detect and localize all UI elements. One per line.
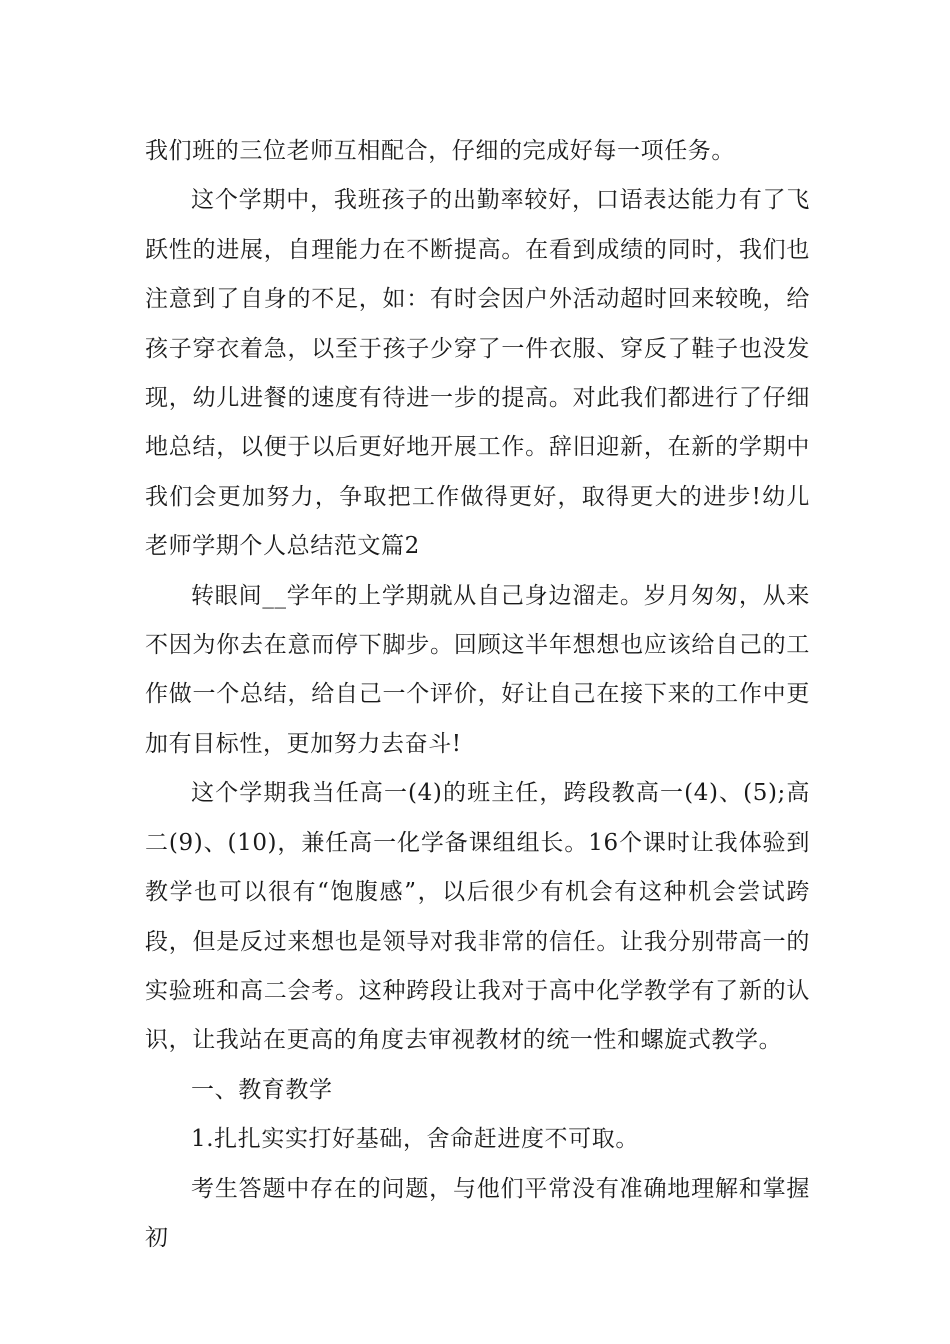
paragraph-4: 这个学期我当任高一(4)的班主任，跨段教高一(4)、(5);高二(9)、(10)，兼任高一化学备课组组长。16个课时让我体验到教学也可以很有“饱腹感”，以后很少有机会有这种机会尝试跨段，但是反过来想也是领导对我非常的信任。让我分别带高一的实验班和高二会考。这种跨段让我对于高中化学教学有了新的认识，让我站在更高的角度去审视教材的统一性和螺旋式教学。	[145, 780, 810, 1054]
document-body	[145, 127, 810, 1263]
subsection-heading: 1.扎扎实实打好基础，舍命赶进度不可取。	[191, 1126, 639, 1153]
paragraph-3: 转眼间__学年的上学期就从自己身边溜走。岁月匆匆，从来不因为你去在意而停下脚步。回顾这半年想想也应该给自己的工作做一个总结，给自己一个评价，好让自己在接下来的工作中更加有目标性，更加努力去奋斗!	[145, 582, 810, 757]
section-heading: 一、教育教学	[191, 1076, 333, 1103]
paragraph-1: 我们班的三位老师互相配合，仔细的完成好每一项任务。	[145, 138, 735, 164]
paragraph-5: 考生答题中存在的问题，与他们平常没有准确地理解和掌握初	[145, 1175, 810, 1251]
paragraph-2: 这个学期中，我班孩子的出勤率较好，口语表达能力有了飞跃性的进展，自理能力在不断提高。在看到成绩的同时，我们也注意到了自身的不足，如：有时会因户外活动超时回来较晚，给孩子穿衣着急，以至于孩子少穿了一件衣服、穿反了鞋子也没发现，幼儿进餐的速度有待进一步的提高。对此我们都进行了仔细地总结，以便于以后更好地开展工作。辞旧迎新，在新的学期中我们会更加努力，争取把工作做得更好，取得更大的进步!幼儿老师学期个人总结范文篇2	[145, 187, 810, 560]
